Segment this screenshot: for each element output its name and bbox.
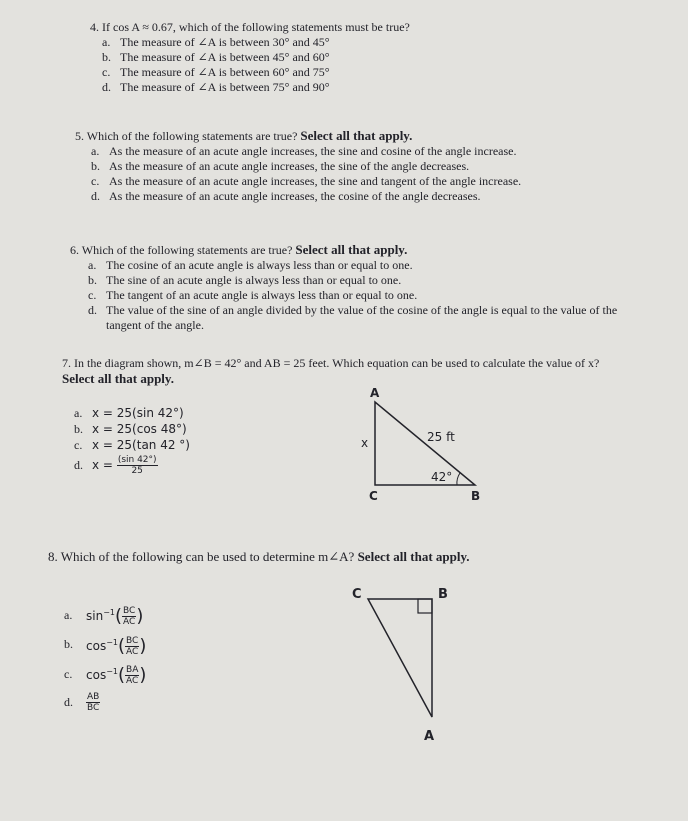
fraction [125,636,139,657]
function-name: cos [86,668,107,682]
option-letter: a. [64,607,73,622]
question-8 [48,549,648,564]
angle-arc [457,473,460,485]
option-letter: a. [88,258,97,272]
question-number: 8. [48,549,58,564]
fraction [125,665,139,686]
option-expression [86,659,146,689]
option-text: The tangent of an acute angle is always less than or equal to one. [106,288,418,302]
option-c [64,659,264,689]
vertex-label-a: A [370,386,380,400]
option-expression [86,630,146,660]
exponent: −1 [103,608,115,617]
option-letter: b. [102,50,111,64]
fraction-numerator: (sin 42°) [117,455,157,465]
vertex-label-a: A [424,729,435,744]
fraction-numerator: AB [87,691,100,702]
option-d [74,453,274,477]
option-letter: d. [64,694,73,709]
option-text: The measure of ∠A is between 60° and 75° [120,65,330,79]
question-text: Which of the following statements are true? [86,129,298,143]
option-text: The cosine of an acute angle is always less than or equal to one. [106,258,413,272]
question-text: In the diagram shown, m∠B = 42° and AB = 25 feet. Which equation can be used to calculate the value of x? [74,356,600,370]
option-b [64,630,264,660]
fraction-denominator: BC [87,702,100,713]
close-paren: ) [139,664,147,686]
exponent: −1 [106,637,118,647]
option-letter: c. [64,666,73,681]
option-letter: d. [74,458,83,472]
question-text: Which of the following statements are true? [81,243,293,257]
question-5 [75,128,665,204]
option-text: As the measure of an acute angle increases, the sine and tangent of the angle increase. [109,174,522,188]
option-b [88,273,645,288]
option-letter: d. [102,80,111,94]
question-4-stem [90,20,650,35]
question-6 [70,242,645,333]
vertex-label-b: B [438,587,448,602]
fraction [86,692,100,713]
question-7-stem [62,356,622,387]
option-equation: x = 25(sin 42°) [92,406,184,420]
option-letter: d. [88,303,97,317]
option-d [88,303,645,333]
instruction-text: Select all that apply. [357,549,470,564]
instruction-text: Select all that apply. [295,242,408,257]
instruction-text: Select all that apply. [62,371,174,386]
option-letter: c. [88,288,97,302]
option-text: As the measure of an acute angle increases, the cosine of the angle decreases. [109,189,481,203]
option-text: As the measure of an acute angle increases, the sine and cosine of the angle increase. [109,144,517,158]
option-letter: a. [102,35,111,49]
options-list [102,35,650,95]
option-a [88,258,645,273]
option-letter: a. [91,144,100,158]
question-number: 4. [90,20,99,34]
option-b [74,421,274,437]
option-equation [92,453,158,477]
option-b [102,50,650,65]
fraction [122,606,136,627]
option-d [64,689,264,715]
vertex-label-b: B [471,489,481,503]
options-list [88,258,645,333]
right-angle-marker [418,599,432,613]
option-a [102,35,650,50]
question-5-stem [75,128,665,144]
option-text: The measure of ∠A is between 45° and 60° [120,50,330,64]
option-text: The value of the sine of an angle divided by the value of the cosine of the angle is equal to the value of the tangent of the angle. [106,303,618,332]
open-paren: ( [118,635,126,656]
option-text: The measure of ∠A is between 75° and 90° [120,80,330,94]
fraction-denominator: AC [126,646,139,657]
option-letter: d. [91,189,100,203]
option-b [91,159,665,174]
option-c [91,174,665,189]
option-letter: b. [74,422,83,436]
side-label-x: x [361,436,369,450]
option-text: As the measure of an acute angle increases, the sine of the angle decreases. [109,159,470,173]
option-letter: b. [64,637,73,652]
open-paren: ( [115,605,123,627]
open-paren: ( [118,664,126,686]
option-expression [86,600,143,630]
question-7-options [74,405,274,477]
vertex-label-c: C [352,587,362,602]
option-letter: c. [91,174,100,188]
question-number: 5. [75,129,84,143]
question-8-stem [48,549,648,564]
question-4 [90,20,650,95]
triangle-diagram-q7 [355,385,505,505]
triangle [368,599,432,717]
fraction-denominator: 25 [131,466,143,476]
option-a [64,600,264,630]
option-letter: b. [91,159,100,173]
equation-lhs: x = [92,458,113,472]
option-text: The measure of ∠A is between 30° and 45° [120,35,330,49]
options-list [91,144,665,204]
option-letter: c. [102,65,111,79]
fraction-denominator: AC [126,676,139,686]
question-number: 6. [70,243,79,257]
fraction-denominator: AC [123,617,136,627]
question-number: 7. [62,356,71,370]
option-letter: b. [88,273,97,287]
triangle-diagram-q8 [338,582,468,747]
option-a [91,144,665,159]
option-c [88,288,645,303]
option-a [74,405,274,421]
instruction-text: Select all that apply. [300,128,413,143]
option-d [91,189,665,204]
option-equation: x = 25(tan 42 °) [92,438,190,452]
question-6-stem [70,242,645,258]
question-8-options [64,600,264,715]
option-equation: x = 25(cos 48°) [92,422,187,436]
side-label-ab: 25 ft [427,430,455,444]
option-c [74,437,274,453]
function-name: sin [86,609,104,623]
option-letter: a. [74,406,83,420]
option-expression [86,689,100,715]
option-c [102,65,650,80]
option-d [102,80,650,95]
question-text: Which of the following can be used to determine m∠A? [60,549,355,564]
fraction [117,455,158,476]
close-paren: ) [136,605,144,627]
triangle [375,402,475,485]
function-name: cos [86,638,107,653]
fraction-numerator: BA [126,665,139,675]
exponent: −1 [106,667,118,676]
fraction-numerator: BC [123,606,136,616]
option-letter: c. [74,438,83,452]
close-paren: ) [139,635,147,656]
question-text: If cos A ≈ 0.67, which of the following statements must be true? [102,20,410,34]
question-7 [62,356,622,387]
vertex-label-c: C [369,489,378,503]
angle-label-b: 42° [431,470,453,484]
option-text: The sine of an acute angle is always less than or equal to one. [106,273,402,287]
fraction-numerator: BC [126,635,139,646]
